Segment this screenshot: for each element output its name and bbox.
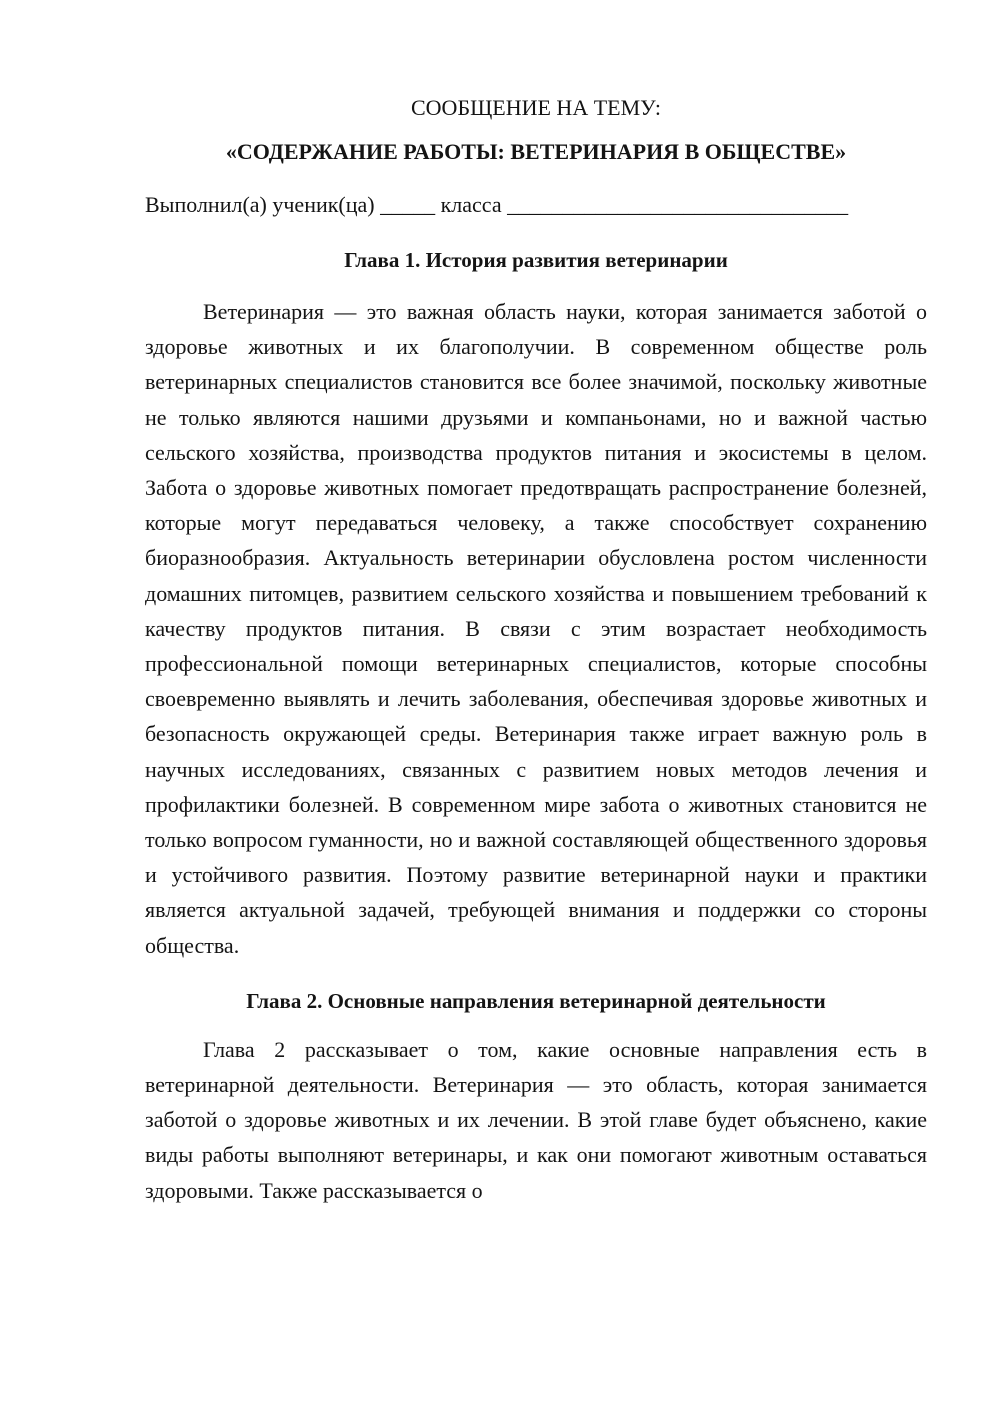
chapter-2-heading: Глава 2. Основные направления ветеринарной деятельности [246,988,826,1013]
document-page [145,92,927,1208]
title-topic-line: СООБЩЕНИЕ НА ТЕМУ: [411,95,661,120]
chapter-1-heading: Глава 1. История развития ветеринарии [344,248,728,272]
author-line: Выполнил(а) ученик(ца) _____ класса _______________________________ [145,192,849,217]
document-title: «СОДЕРЖАНИЕ РАБОТЫ: ВЕТЕРИНАРИЯ В ОБЩЕСТВЕ» [225,139,847,164]
chapter-2-paragraph: Глава 2 рассказывает о том, какие основные направления есть в ветеринарной деятельности. Ветеринария — это область, которая занимается заботой о здоровье животных и их лечении. В этой главе будет объяснено, какие виды работы выполняют ветеринары, и как они помогают животным оставаться здоровыми. Также рассказывается о [145,1036,927,1203]
chapter-1-paragraph: Ветеринария — это важная область науки, которая занимается заботой о здоровье животных и их благополучии. В современном обществе роль ветеринарных специалистов становится все более значимой, поскольку животные не только являются нашими друзьями и компаньонами, но и важной частью сельского хозяйства, производства продуктов питания и экосистемы в целом. Забота о здоровье животных помогает предотвращать распространение болезней, которые могут передаваться человеку, а также способствует сохранению биоразнообразия. Актуальность ветеринарии обусловлена ростом численности домашних питомцев, развитием сельского хозяйства и повышением требований к качеству продуктов питания. В связи с этим возрастает необходимость профессиональной помощи ветеринарных специалистов, которые способны своевременно выявлять и лечить заболевания, обеспечивая здоровье животных и безопасность окружающей среды. Ветеринария также играет важную роль в научных исследованиях, связанных с развитием новых методов лечения и профилактики болезней. В современном мире забота о животных становится не только вопросом гуманности, но и важной составляющей общественного здоровья и устойчивого развития. Поэтому развитие ветеринарной науки и практики является актуальной задачей, требующей внимания и поддержки со стороны общества. [145,299,927,958]
